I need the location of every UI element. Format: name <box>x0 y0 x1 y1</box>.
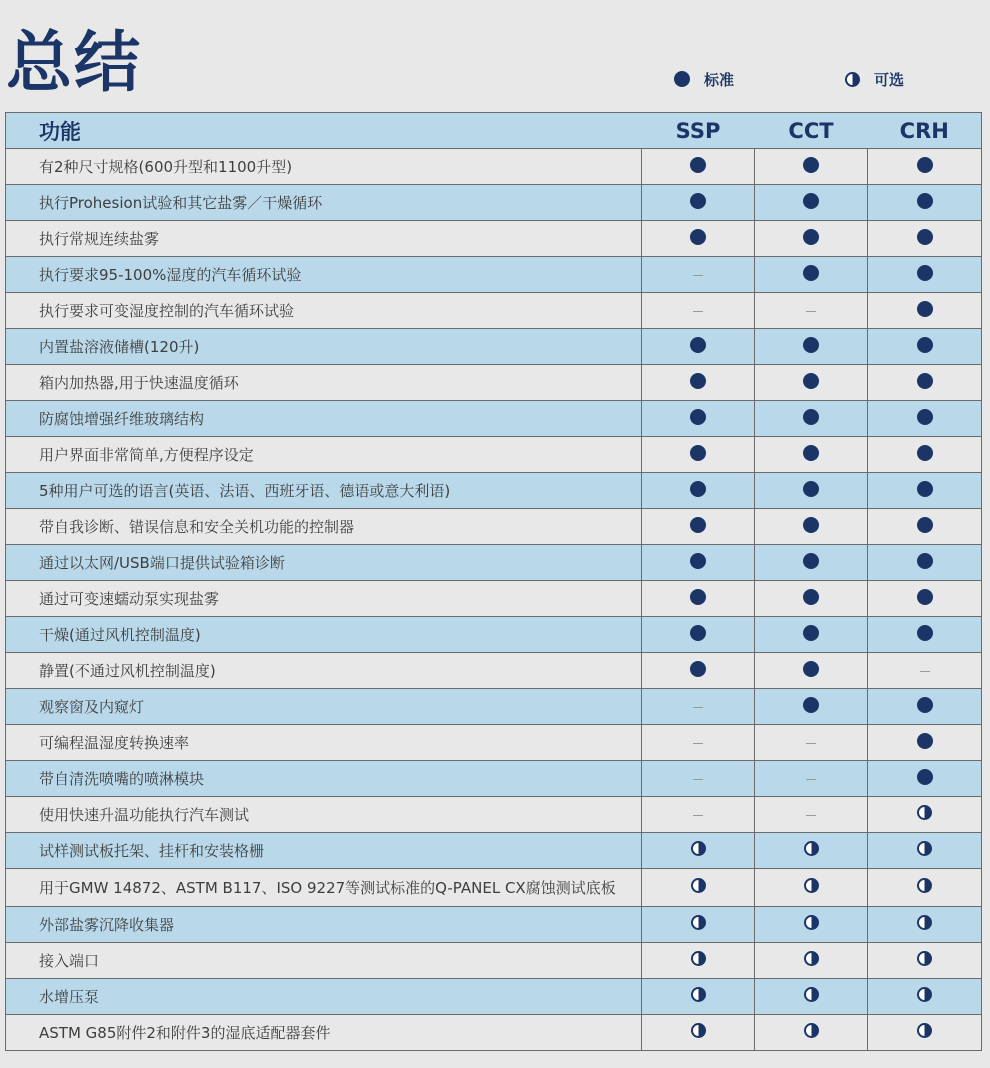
feature-label: 箱内加热器,用于快速温度循环 <box>6 365 642 401</box>
cell-crh <box>868 1015 982 1051</box>
filled-circle-icon <box>803 697 819 713</box>
filled-circle-icon <box>917 697 933 713</box>
half-circle-icon <box>917 841 932 856</box>
filled-circle-icon <box>690 409 706 425</box>
cell-ssp <box>642 1015 755 1051</box>
cell-ssp <box>642 833 755 869</box>
half-circle-icon <box>804 987 819 1002</box>
cell-cct <box>755 401 868 437</box>
filled-circle-icon <box>803 661 819 677</box>
filled-circle-icon <box>917 373 933 389</box>
feature-label: 5种用户可选的语言(英语、法语、西班牙语、德语或意大利语) <box>6 473 642 509</box>
table-row <box>6 907 982 943</box>
cell-crh <box>868 725 982 761</box>
cell-crh <box>868 869 982 907</box>
table-header-row <box>6 113 982 149</box>
cell-ssp <box>642 365 755 401</box>
filled-circle-icon <box>690 193 706 209</box>
header-model-cct: CCT <box>755 113 868 149</box>
cell-ssp <box>642 943 755 979</box>
cell-ssp <box>642 979 755 1015</box>
cell-cct <box>755 149 868 185</box>
table-row <box>6 257 982 293</box>
table-row <box>6 653 982 689</box>
cell-cct <box>755 437 868 473</box>
filled-circle-icon <box>917 265 933 281</box>
feature-label: 执行要求可变湿度控制的汽车循环试验 <box>6 293 642 329</box>
cell-ssp <box>642 617 755 653</box>
filled-circle-icon <box>690 661 706 677</box>
cell-crh <box>868 581 982 617</box>
cell-ssp <box>642 185 755 221</box>
legend-standard-label: 标准 <box>704 70 735 89</box>
dash-icon <box>693 815 703 817</box>
dash-icon <box>806 779 816 781</box>
table-row <box>6 293 982 329</box>
feature-label: 通过可变速蠕动泵实现盐雾 <box>6 581 642 617</box>
table-row <box>6 761 982 797</box>
half-circle-icon <box>845 72 860 87</box>
filled-circle-icon <box>917 301 933 317</box>
table-row <box>6 365 982 401</box>
feature-label: 观察窗及内窥灯 <box>6 689 642 725</box>
feature-label: 接入端口 <box>6 943 642 979</box>
cell-ssp <box>642 437 755 473</box>
dash-icon <box>693 779 703 781</box>
filled-circle-icon <box>690 553 706 569</box>
filled-circle-icon <box>690 625 706 641</box>
cell-cct <box>755 329 868 365</box>
cell-ssp <box>642 401 755 437</box>
table-row <box>6 943 982 979</box>
feature-label: 防腐蚀增强纤维玻璃结构 <box>6 401 642 437</box>
half-circle-icon <box>917 805 932 820</box>
filled-circle-icon <box>917 229 933 245</box>
cell-ssp <box>642 473 755 509</box>
cell-crh <box>868 943 982 979</box>
half-circle-icon <box>691 915 706 930</box>
filled-circle-icon <box>690 481 706 497</box>
cell-cct <box>755 293 868 329</box>
cell-crh <box>868 329 982 365</box>
filled-circle-icon <box>803 625 819 641</box>
table-row <box>6 869 982 907</box>
cell-crh <box>868 149 982 185</box>
filled-circle-icon <box>803 445 819 461</box>
filled-circle-icon <box>690 337 706 353</box>
cell-ssp <box>642 545 755 581</box>
filled-circle-icon <box>803 589 819 605</box>
table-row <box>6 545 982 581</box>
table-row <box>6 833 982 869</box>
filled-circle-icon <box>803 553 819 569</box>
cell-ssp <box>642 509 755 545</box>
cell-cct <box>755 257 868 293</box>
cell-crh <box>868 509 982 545</box>
feature-label: 试样测试板托架、挂杆和安装格栅 <box>6 833 642 869</box>
cell-cct <box>755 581 868 617</box>
feature-label: 带自我诊断、错误信息和安全关机功能的控制器 <box>6 509 642 545</box>
cell-crh <box>868 545 982 581</box>
header-feature: 功能 <box>6 113 642 149</box>
table-row <box>6 401 982 437</box>
dash-icon <box>806 311 816 313</box>
feature-label: ASTM G85附件2和附件3的湿底适配器套件 <box>6 1015 642 1051</box>
feature-label: 使用快速升温功能执行汽车测试 <box>6 797 642 833</box>
cell-ssp <box>642 907 755 943</box>
legend-optional <box>845 69 904 89</box>
cell-cct <box>755 185 868 221</box>
legend-optional-label: 可选 <box>874 70 905 89</box>
feature-label: 带自清洗喷嘴的喷淋模块 <box>6 761 642 797</box>
cell-ssp <box>642 653 755 689</box>
header-model-ssp: SSP <box>642 113 755 149</box>
feature-label: 用户界面非常简单,方便程序设定 <box>6 437 642 473</box>
cell-cct <box>755 617 868 653</box>
table-row <box>6 797 982 833</box>
half-circle-icon <box>917 987 932 1002</box>
cell-cct <box>755 797 868 833</box>
dash-icon <box>806 743 816 745</box>
cell-crh <box>868 979 982 1015</box>
legend-standard <box>674 69 734 89</box>
half-circle-icon <box>804 951 819 966</box>
half-circle-icon <box>804 915 819 930</box>
cell-crh <box>868 437 982 473</box>
cell-crh <box>868 257 982 293</box>
cell-cct <box>755 473 868 509</box>
filled-circle-icon <box>803 517 819 533</box>
cell-ssp <box>642 257 755 293</box>
cell-cct <box>755 509 868 545</box>
filled-circle-icon <box>674 71 690 87</box>
filled-circle-icon <box>690 229 706 245</box>
table-row <box>6 329 982 365</box>
filled-circle-icon <box>917 517 933 533</box>
cell-crh <box>868 833 982 869</box>
half-circle-icon <box>691 987 706 1002</box>
cell-crh <box>868 221 982 257</box>
cell-cct <box>755 833 868 869</box>
dash-icon <box>693 311 703 313</box>
feature-label: 外部盐雾沉降收集器 <box>6 907 642 943</box>
cell-cct <box>755 761 868 797</box>
cell-crh <box>868 689 982 725</box>
cell-ssp <box>642 869 755 907</box>
cell-cct <box>755 979 868 1015</box>
cell-crh <box>868 653 982 689</box>
feature-label: 可编程温湿度转换速率 <box>6 725 642 761</box>
filled-circle-icon <box>917 445 933 461</box>
cell-cct <box>755 653 868 689</box>
filled-circle-icon <box>803 481 819 497</box>
filled-circle-icon <box>917 157 933 173</box>
half-circle-icon <box>917 951 932 966</box>
cell-crh <box>868 473 982 509</box>
table-row <box>6 149 982 185</box>
table-row <box>6 185 982 221</box>
cell-ssp <box>642 689 755 725</box>
filled-circle-icon <box>917 589 933 605</box>
cell-ssp <box>642 797 755 833</box>
table-row <box>6 689 982 725</box>
cell-crh <box>868 907 982 943</box>
filled-circle-icon <box>917 193 933 209</box>
half-circle-icon <box>691 951 706 966</box>
filled-circle-icon <box>803 193 819 209</box>
feature-label: 执行Prohesion试验和其它盐雾／干燥循环 <box>6 185 642 221</box>
cell-cct <box>755 545 868 581</box>
feature-label: 有2种尺寸规格(600升型和1100升型) <box>6 149 642 185</box>
cell-ssp <box>642 329 755 365</box>
cell-crh <box>868 797 982 833</box>
cell-cct <box>755 725 868 761</box>
cell-crh <box>868 185 982 221</box>
filled-circle-icon <box>690 373 706 389</box>
feature-comparison-table <box>5 112 982 1051</box>
cell-ssp <box>642 293 755 329</box>
cell-cct <box>755 869 868 907</box>
cell-cct <box>755 1015 868 1051</box>
half-circle-icon <box>691 1023 706 1038</box>
cell-cct <box>755 943 868 979</box>
cell-crh <box>868 365 982 401</box>
feature-label: 执行要求95-100%湿度的汽车循环试验 <box>6 257 642 293</box>
cell-cct <box>755 221 868 257</box>
filled-circle-icon <box>917 337 933 353</box>
filled-circle-icon <box>803 157 819 173</box>
dash-icon <box>693 743 703 745</box>
filled-circle-icon <box>917 481 933 497</box>
filled-circle-icon <box>690 157 706 173</box>
filled-circle-icon <box>917 733 933 749</box>
cell-cct <box>755 907 868 943</box>
filled-circle-icon <box>803 229 819 245</box>
dash-icon <box>920 671 930 673</box>
cell-crh <box>868 617 982 653</box>
feature-label: 干燥(通过风机控制温度) <box>6 617 642 653</box>
filled-circle-icon <box>917 409 933 425</box>
page-title: 总结 <box>6 24 142 101</box>
half-circle-icon <box>691 878 706 893</box>
dash-icon <box>806 815 816 817</box>
feature-label: 执行常规连续盐雾 <box>6 221 642 257</box>
half-circle-icon <box>804 841 819 856</box>
half-circle-icon <box>917 1023 932 1038</box>
header-model-crh: CRH <box>868 113 982 149</box>
dash-icon <box>693 707 703 709</box>
table-row <box>6 473 982 509</box>
table-row <box>6 725 982 761</box>
dash-icon <box>693 275 703 277</box>
table-row <box>6 617 982 653</box>
table-row <box>6 979 982 1015</box>
half-circle-icon <box>691 841 706 856</box>
table-row <box>6 437 982 473</box>
filled-circle-icon <box>917 625 933 641</box>
cell-crh <box>868 293 982 329</box>
cell-ssp <box>642 221 755 257</box>
half-circle-icon <box>917 878 932 893</box>
half-circle-icon <box>917 915 932 930</box>
filled-circle-icon <box>803 337 819 353</box>
feature-label: 通过以太网/USB端口提供试验箱诊断 <box>6 545 642 581</box>
filled-circle-icon <box>917 769 933 785</box>
filled-circle-icon <box>690 589 706 605</box>
feature-label: 内置盐溶液储槽(120升) <box>6 329 642 365</box>
half-circle-icon <box>804 878 819 893</box>
cell-ssp <box>642 761 755 797</box>
table-row <box>6 581 982 617</box>
table-row <box>6 509 982 545</box>
cell-crh <box>868 401 982 437</box>
half-circle-icon <box>804 1023 819 1038</box>
feature-label: 水增压泵 <box>6 979 642 1015</box>
cell-ssp <box>642 725 755 761</box>
filled-circle-icon <box>803 409 819 425</box>
filled-circle-icon <box>690 517 706 533</box>
cell-cct <box>755 689 868 725</box>
filled-circle-icon <box>917 553 933 569</box>
filled-circle-icon <box>803 265 819 281</box>
cell-ssp <box>642 149 755 185</box>
feature-label: 用于GMW 14872、ASTM B117、ISO 9227等测试标准的Q-PANEL CX腐蚀测试底板 <box>6 869 642 907</box>
cell-ssp <box>642 581 755 617</box>
cell-cct <box>755 365 868 401</box>
filled-circle-icon <box>803 373 819 389</box>
table-row <box>6 221 982 257</box>
cell-crh <box>868 761 982 797</box>
feature-label: 静置(不通过风机控制温度) <box>6 653 642 689</box>
filled-circle-icon <box>690 445 706 461</box>
table-row <box>6 1015 982 1051</box>
